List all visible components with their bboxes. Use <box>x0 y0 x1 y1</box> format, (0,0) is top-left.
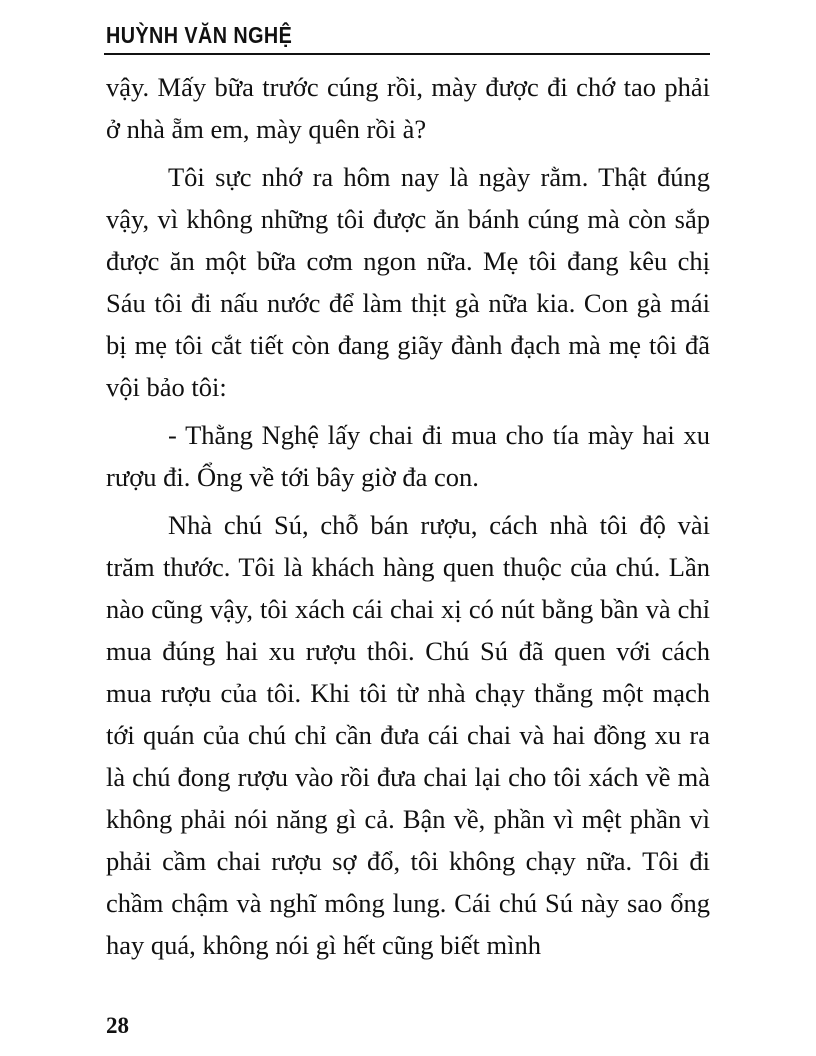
paragraph: Tôi sực nhớ ra hôm nay là ngày rằm. Thật đúng vậy, vì không những tôi được ăn bánh cúng mà còn sắp được ăn một bữa cơm ngon nữa. Mẹ tôi đang kêu chị Sáu tôi đi nấu nước để làm thịt gà nữa kia. Con gà mái bị mẹ tôi cắt tiết còn đang giãy đành đạch mà mẹ tôi đã vội bảo tôi: <box>106 162 710 402</box>
body-text <box>106 66 710 966</box>
paragraph: Nhà chú Sú, chỗ bán rượu, cách nhà tôi độ vài trăm thước. Tôi là khách hàng quen thuộc của chú. Lần nào cũng vậy, tôi xách cái chai xị có nút bằng bần và chỉ mua đúng hai xu rượu thôi. Chú Sú đã quen với cách mua rượu của tôi. Khi tôi từ nhà chạy thẳng một mạch tới quán của chú chỉ cần đưa cái chai và hai đồng xu ra là chú đong rượu vào rồi đưa chai lại cho tôi xách về mà không phải nói năng gì cả. Bận về, phần vì mệt phần vì phải cầm chai rượu sợ đổ, tôi không chạy nữa. Tôi đi chầm chậm và nghĩ mông lung. Cái chú Sú này sao ổng hay quá, không nói gì hết cũng biết mình <box>106 510 710 960</box>
page-number: 28 <box>106 1013 129 1038</box>
paragraph-dialogue: - Thằng Nghệ lấy chai đi mua cho tía mày hai xu rượu đi. Ổng về tới bây giờ đa con. <box>106 420 710 492</box>
running-head-author: HUỲNH VĂN NGHỆ <box>106 22 293 48</box>
header-rule <box>104 53 710 55</box>
paragraph: vậy. Mấy bữa trước cúng rồi, mày được đi chớ tao phải ở nhà ẵm em, mày quên rồi à? <box>106 72 710 144</box>
